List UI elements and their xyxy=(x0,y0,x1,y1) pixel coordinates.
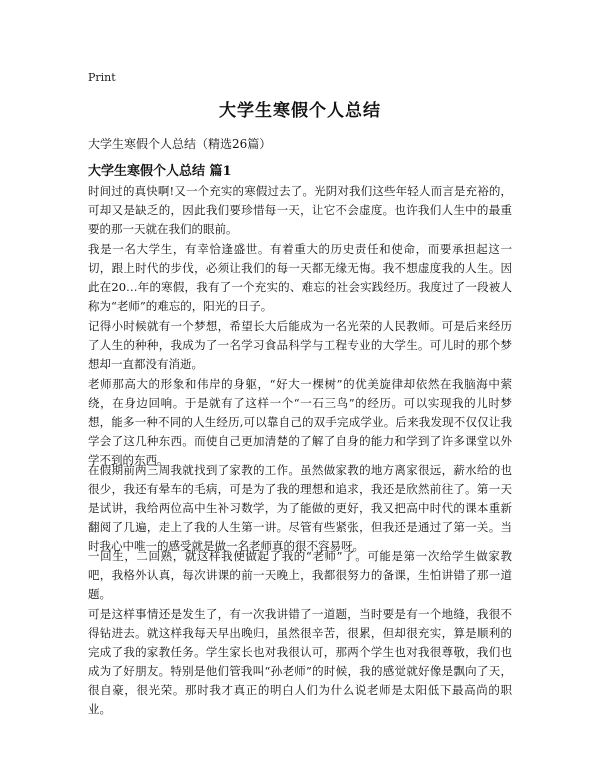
page-title: 大学生寒假个人总结 xyxy=(219,101,381,121)
paragraph-4: 老师那高大的形象和伟岸的身躯，“好大一棵树”的优美旋律却依然在我脑海中萦绕，在身边回响。于是就有了这样一个“一石三鸟”的经历。可以实现我的儿时梦想，能多一种不同的人生经历,可以靠自己的双手完成学业。后来我发现不仅仅让我学会了这几种东西。而使自己更加清楚的了解了自身的能力和学到了许多课堂以外学不到的东西。 xyxy=(88,377,512,467)
paragraph-2: 我是一名大学生，有幸恰逢盛世。有着重大的历史责任和使命，而要承担起这一切，跟上时代的步伐，必须让我们的每一天都无缘无悔。我不想虚度我的人生。因此在20…年的寒假，我有了一个充实的、难忘的社会实践经历。我度过了一段被人称为“老师”的难忘的，阳光的日子。 xyxy=(88,242,512,313)
paragraph-6: 一回生，二回熟，就这样我便做起了我的“老师”了。可能是第一次给学生做家教吧，我格外认真，每次讲课的前一天晚上，我都很努力的备课，生怕讲错了那一道题。 xyxy=(88,549,512,601)
paragraph-5: 在假期前两三周我就找到了家教的工作。虽然做家教的地方离家很远，薪水给的也很少，我还有晕车的毛病，可是为了我的理想和追求，我还是欣然前往了。第一天是试讲，我给两位高中生补习数学，为了能做的更好，我又把高中时代的课本重新翻阅了几遍，走上了我的人生第一讲。尽管有些紧张，但我还是通过了第一关。当时我心中唯一的感受就是做一名老师真的很不容易呀。 xyxy=(88,463,512,553)
print-label: Print xyxy=(88,71,116,84)
paragraph-3: 记得小时候就有一个梦想，希望长大后能成为一名光荣的人民教师。可是后来经历了人生的种种，我成为了一名学习食品科学与工程专业的大学生。可儿时的那个梦想却一直都没有消逝。 xyxy=(88,319,512,371)
section-heading: 大学生寒假个人总结 篇1 xyxy=(88,164,232,179)
paragraph-1: 时间过的真快啊!又一个充实的寒假过去了。光阴对我们这些年轻人而言是充裕的，可却又是缺乏的，因此我们要珍惜每一天，让它不会虚度。也许我们人生中的最重要的那一天就在我们的眼前。 xyxy=(88,184,512,236)
paragraph-7: 可是这样事情还是发生了，有一次我讲错了一道题，当时要是有一个地缝，我很不得钻进去。就这样我每天早出晚归，虽然很辛苦，很累，但却很充实，算是顺利的完成了我的家教任务。学生家长也对我很认可，那两个学生也对我很尊敬，我们也成为了好朋友。特别是他们管我叫“孙老师”的时候，我的感觉就好像是飘向了天，很自豪，很光荣。那时我才真正的明白人们为什么说老师是太阳低下最高尚的职业。 xyxy=(88,607,512,716)
document-subtitle: 大学生寒假个人总结（精选26篇） xyxy=(88,137,272,151)
